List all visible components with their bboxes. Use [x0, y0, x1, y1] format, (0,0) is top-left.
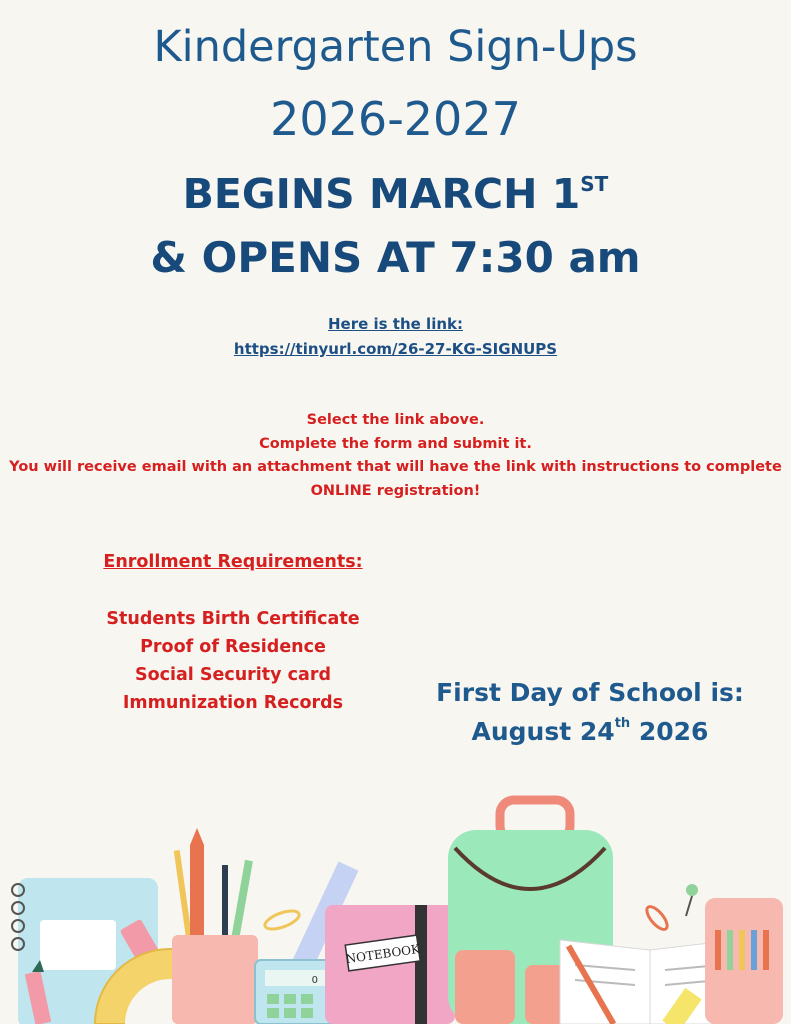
- instruction-line: ONLINE registration!: [310, 483, 481, 499]
- instruction-line: You will receive email with an attachment that will have the link with instructions to complete: [9, 459, 782, 475]
- requirements-title: Enrollment Requirements:: [103, 552, 363, 572]
- requirement-item: Proof of Residence: [140, 637, 326, 657]
- first-day-label: First Day of School is:: [436, 678, 744, 707]
- notebook-icon: [325, 905, 455, 1024]
- calculator-icon: [255, 960, 335, 1024]
- requirement-item: Social Security card: [134, 665, 332, 685]
- link-label: Here is the link:: [328, 315, 463, 333]
- opens-time: & OPENS AT 7:30 am: [150, 233, 641, 282]
- instruction-line: Complete the form and submit it.: [259, 436, 532, 452]
- signup-link[interactable]: https://tinyurl.com/26-27-KG-SIGNUPS: [233, 340, 558, 358]
- instruction-line: Select the link above.: [306, 412, 485, 428]
- school-year: 2026-2027: [270, 92, 521, 146]
- requirement-item: Immunization Records: [122, 693, 344, 713]
- paperclip-icon: [643, 903, 670, 932]
- pushpin-icon: [686, 884, 698, 916]
- school-supplies-illustration: [0, 790, 791, 1024]
- paperclip-icon: [263, 907, 302, 932]
- page-title: Kindergarten Sign-Ups: [153, 22, 638, 72]
- svg-text:NOTEBOOK: NOTEBOOK: [344, 941, 421, 967]
- requirement-item: Students Birth Certificate: [106, 609, 360, 629]
- pencil-cup-icon: [172, 828, 258, 1024]
- pencil-box-icon: [705, 898, 783, 1024]
- svg-text:0: 0: [311, 975, 318, 986]
- begins-date: BEGINS MARCH 1ST: [182, 170, 609, 218]
- first-day-date: August 24th 2026: [471, 716, 709, 746]
